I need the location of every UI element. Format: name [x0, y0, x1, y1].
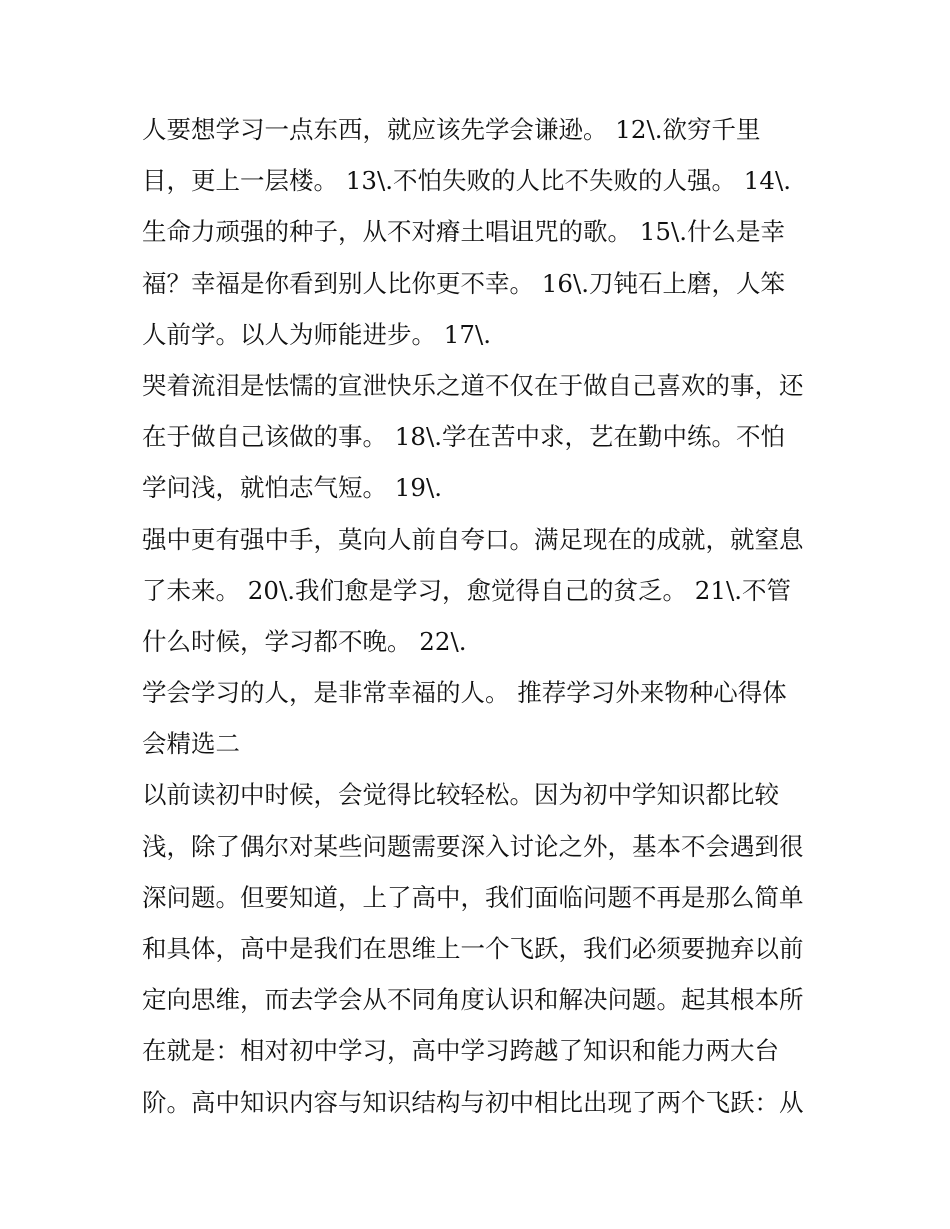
- text-line: 哭着流泪是怯懦的宣泄快乐之道不仅在于做自己喜欢的事，还: [142, 370, 804, 400]
- text-line: 以前读初中时候，会觉得比较轻松。因为初中学知识都比较: [142, 780, 779, 810]
- text-line: 定向思维，而去学会从不同角度认识和解决问题。起其根本所: [142, 985, 804, 1015]
- text-line: 目，更上一层楼。 13\.不怕失败的人比不失败的人强。 14\.: [142, 166, 792, 196]
- text-line: 浅，除了偶尔对某些问题需要深入讨论之外，基本不会遇到很: [142, 831, 804, 861]
- text-line: 在就是：相对初中学习，高中学习跨越了知识和能力两大台: [142, 1036, 779, 1066]
- text-line: 会精选二: [142, 729, 240, 759]
- text-line: 什么时候，学习都不晚。 22\.: [142, 626, 467, 656]
- text-line: 学问浅，就怕志气短。 19\.: [142, 473, 443, 503]
- text-line: 在于做自己该做的事。 18\.学在苦中求，艺在勤中练。不怕: [142, 422, 786, 452]
- text-line: 阶。高中知识内容与知识结构与初中相比出现了两个飞跃：从: [142, 1087, 804, 1117]
- text-line: 深问题。但要知道，上了高中，我们面临问题不再是那么简单: [142, 882, 804, 912]
- text-line: 学会学习的人，是非常幸福的人。 推荐学习外来物种心得体: [142, 678, 787, 708]
- document-body: [142, 104, 822, 1128]
- text-line: 人要想学习一点东西，就应该先学会谦逊。 12\.欲穷千里: [142, 115, 761, 144]
- text-line: 福？幸福是你看到别人比你更不幸。 16\.刀钝石上磨，人笨: [142, 268, 786, 298]
- text-line: 和具体，高中是我们在思维上一个飞跃，我们必须要抛弃以前: [142, 934, 804, 963]
- text-line: 强中更有强中手，莫向人前自夸口。满足现在的成就，就窒息: [142, 524, 804, 554]
- text-line: 人前学。以人为师能进步。 17\.: [142, 319, 492, 349]
- text-line: 了未来。 20\.我们愈是学习，愈觉得自己的贫乏。 21\.不管: [142, 575, 792, 605]
- text-line: 生命力顽强的种子，从不对瘠土唱诅咒的歌。 15\.什么是幸: [142, 217, 786, 247]
